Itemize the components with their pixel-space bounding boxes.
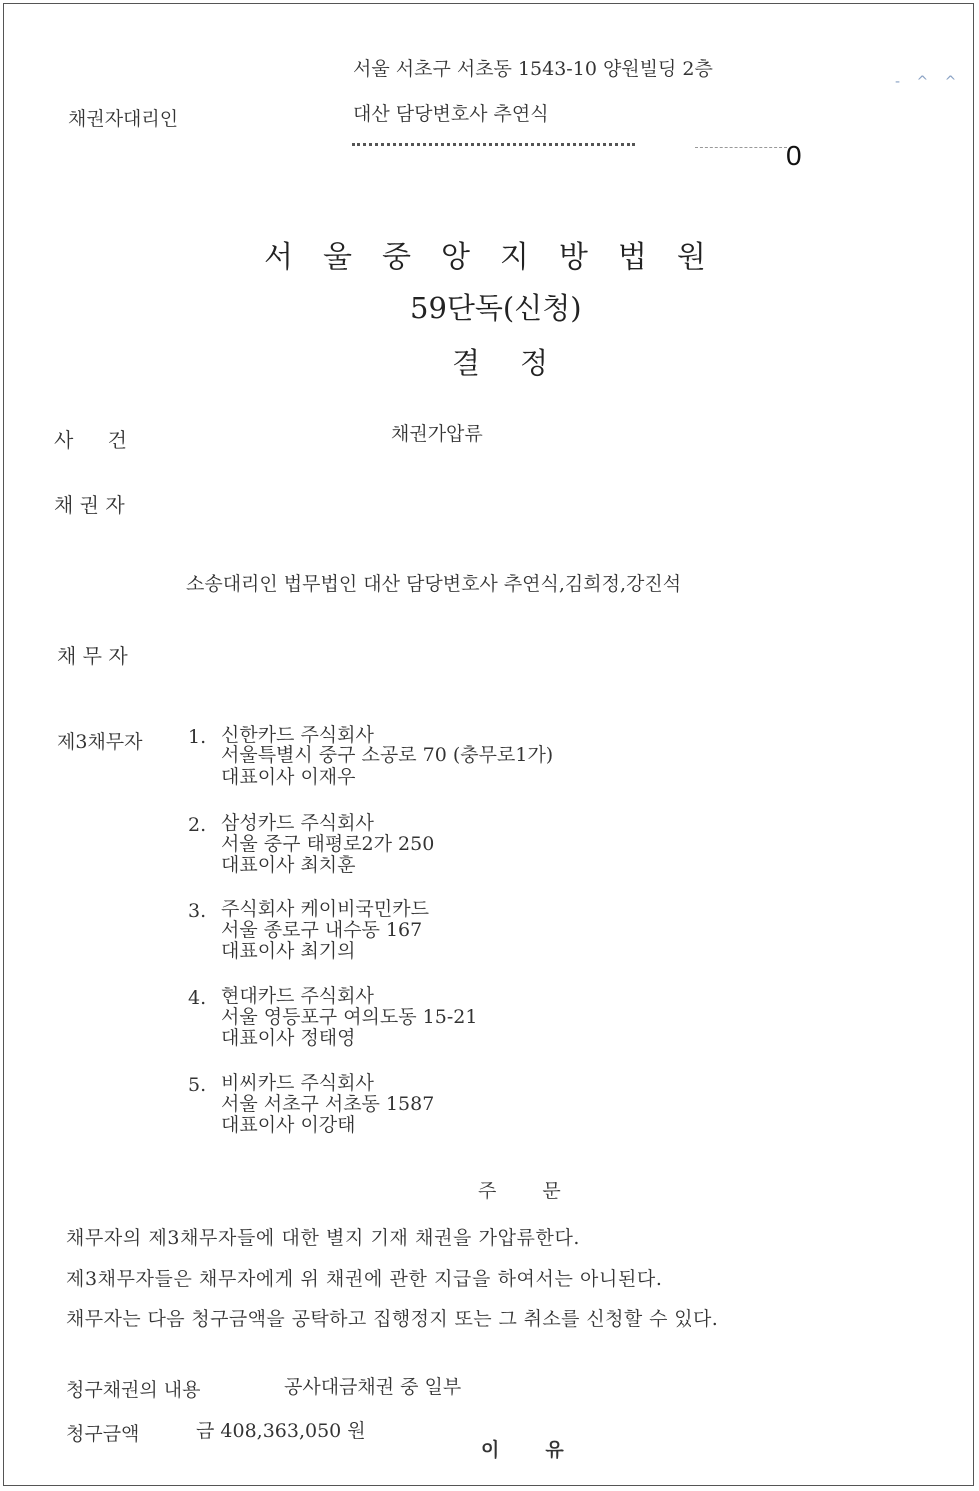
creditor-label: 채 권 자 — [54, 493, 125, 517]
company-ceo: 대표이사 최기의 — [221, 940, 356, 962]
claim-amount-value: 금 408,363,050 원 — [196, 1420, 366, 1442]
order-line-3: 채무자는 다음 청구금액을 공탁하고 집행정지 또는 그 취소를 신청할 수 있다. — [66, 1308, 719, 1330]
company-name: 현대카드 주식회사 — [221, 985, 374, 1007]
company-name: 비씨카드 주식회사 — [221, 1072, 374, 1094]
item-number: 4. — [188, 987, 207, 1009]
company-ceo: 대표이사 이재우 — [221, 766, 356, 788]
court-division: 59단독(신청) — [410, 291, 582, 325]
company-address: 서울 종로구 내수동 167 — [221, 919, 423, 941]
company-name: 삼성카드 주식회사 — [221, 812, 374, 834]
item-number: 1. — [188, 726, 207, 748]
item-number: 2. — [188, 814, 207, 836]
company-ceo: 대표이사 이강태 — [221, 1114, 356, 1136]
redaction-line — [352, 143, 635, 146]
stray-mark: 0 — [786, 140, 802, 171]
agent-label: 채권자대리인 — [68, 108, 179, 130]
case-value: 채권가압류 — [391, 423, 483, 445]
debtor-label: 채 무 자 — [57, 644, 128, 668]
claim-content-label: 청구채권의 내용 — [66, 1379, 201, 1401]
creditor-representative: 소송대리인 법무법인 대산 담당변호사 추연식,김희정,강진석 — [186, 573, 682, 595]
claim-amount-label: 청구금액 — [66, 1423, 140, 1445]
agent-name: 대산 담당변호사 추연식 — [353, 103, 549, 125]
reason-heading: 이유 — [481, 1439, 610, 1461]
case-label: 사 건 — [54, 428, 127, 452]
company-ceo: 대표이사 최치훈 — [221, 854, 356, 876]
company-address: 서울특별시 중구 소공로 70 (충무로1가) — [221, 744, 554, 766]
order-line-1: 채무자의 제3채무자들에 대한 별지 기재 채권을 가압류한다. — [66, 1227, 581, 1249]
court-name: 서울중앙지방법원 — [264, 240, 736, 275]
company-ceo: 대표이사 정태영 — [221, 1027, 356, 1049]
third-party-label: 제3채무자 — [57, 731, 143, 753]
company-address: 서울 서초구 서초동 1587 — [221, 1093, 435, 1115]
dashed-line — [695, 147, 787, 148]
order-line-2: 제3채무자들은 채무자에게 위 채권에 관한 지급을 하여서는 아니된다. — [66, 1268, 663, 1290]
item-number: 3. — [188, 900, 207, 922]
company-name: 주식회사 케이비국민카드 — [221, 898, 429, 920]
agent-address: 서울 서초구 서초동 1543-10 양원빌딩 2층 — [353, 58, 713, 80]
company-name: 신한카드 주식회사 — [221, 724, 374, 746]
doc-type: 결정 — [452, 346, 589, 380]
company-address: 서울 영등포구 여의도동 15-21 — [221, 1006, 478, 1028]
company-address: 서울 중구 태평로2가 250 — [221, 833, 435, 855]
item-number: 5. — [188, 1074, 207, 1096]
corner-marks: - ^ ^ — [895, 74, 963, 90]
claim-content-value: 공사대금채권 중 일부 — [284, 1376, 462, 1398]
order-heading: 주문 — [478, 1180, 607, 1202]
